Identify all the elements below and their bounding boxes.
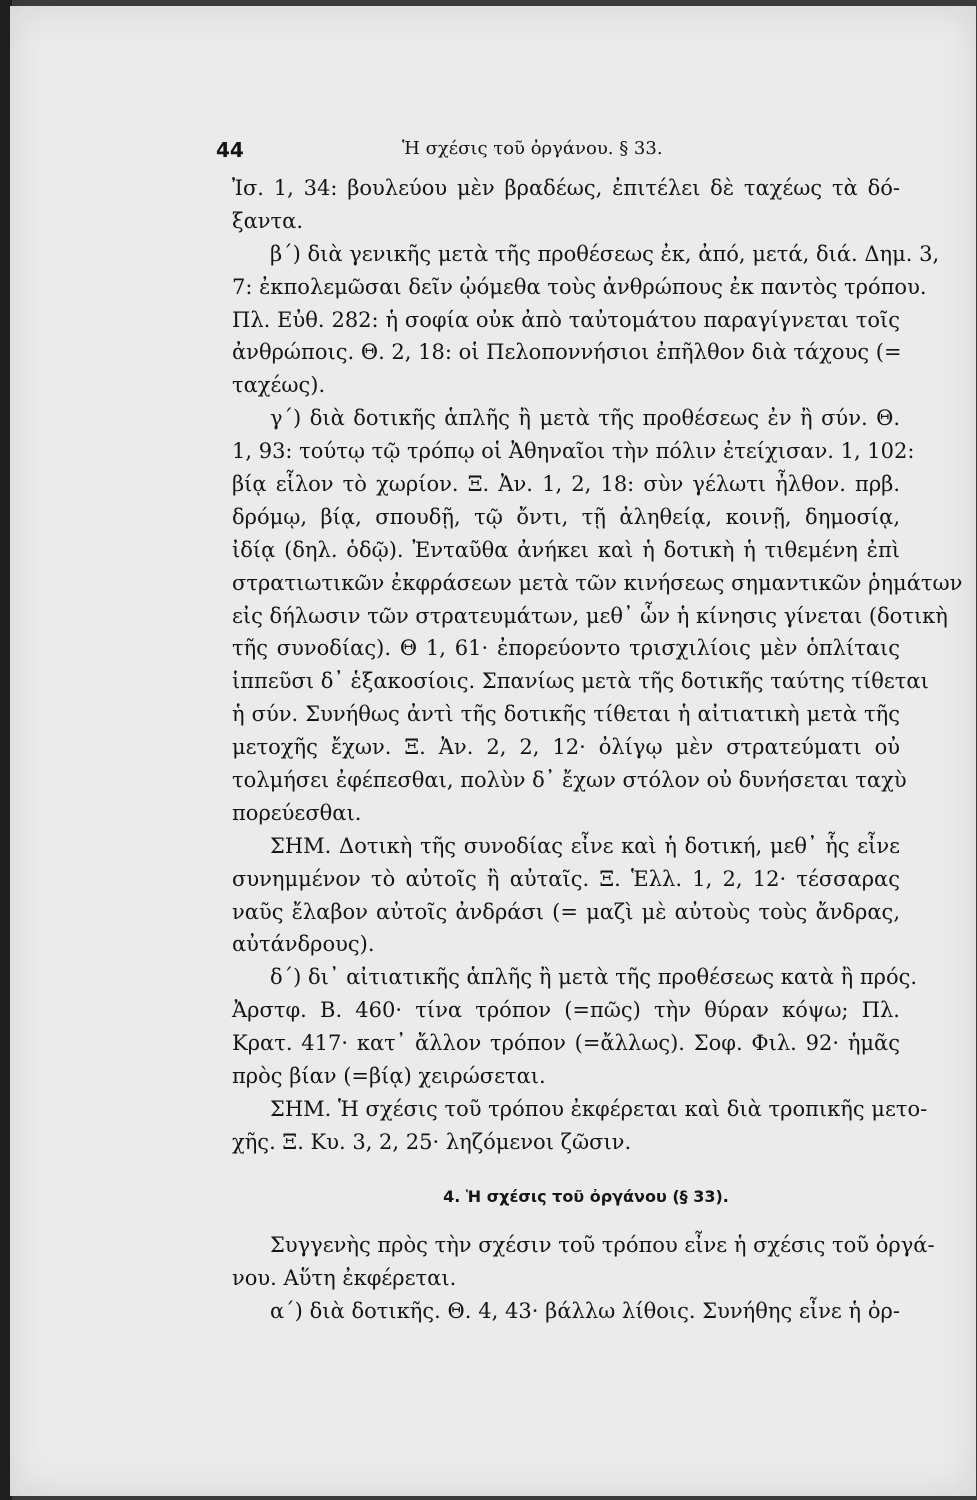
text-line: εἰς δήλωσιν τῶν στρατευμάτων, μεθ᾽ ὧν ἡ κίνησις γίνεται (δοτικὴ — [232, 603, 948, 628]
text-line: χῆς. Ξ. Κυ. 3, 2, 25· ληζόμενοι ζῶσιν. — [232, 1129, 632, 1154]
text-line: πορεύεσθαι. — [232, 800, 362, 825]
text-line: ΣΗΜ. Δοτικὴ τῆς συνοδίας εἶνε καὶ ἡ δοτική, μεθ᾽ ἧς εἶνε — [270, 833, 900, 858]
text-line: Ἀρστφ. Β. 460· τίνα τρόπον (=πῶς) τὴν θύραν κόψω; Πλ. — [232, 998, 900, 1023]
text-line: 7: ἐκπολεμῶσαι δεῖν ᾠόμεθα τοὺς ἀνθρώπους ἐκ παντὸς τρόπου. — [232, 274, 927, 299]
text-line: πρὸς βίαν (=βίᾳ) χειρώσεται. — [232, 1064, 546, 1089]
text-line: ἡ σύν. Συνήθως ἀντὶ τῆς δοτικῆς τίθεται ἡ αἰτιατικὴ μετὰ τῆς — [232, 702, 900, 727]
page-content — [216, 138, 963, 1327]
text-line: 1, 93: τούτῳ τῷ τρόπῳ οἱ Ἀθηναῖοι τὴν πόλιν ἐτείχισαν. 1, 102: — [232, 439, 915, 464]
text-line: γ΄) διὰ δοτικῆς ἁπλῆς ἢ μετὰ τῆς προθέσεως ἐν ἢ σύν. Θ. — [270, 406, 900, 431]
page-header — [216, 138, 900, 172]
text-line: ναῦς ἔλαβον αὐτοῖς ἀνδράσι (= μαζὶ μὲ αὐτοὺς τοὺς ἄνδρας, — [232, 899, 900, 924]
text-line: τολμήσει ἐφέπεσθαι, πολὺν δ᾽ ἔχων στόλον οὐ δυνήσεται ταχὺ — [232, 768, 907, 793]
body-text — [232, 172, 963, 1159]
text-line: ἰδίᾳ (δηλ. ὁδῷ). Ἐνταῦθα ἀνήκει καὶ ἡ δοτικὴ ἡ τιθεμένη ἐπὶ — [232, 537, 900, 562]
page-number: 44 — [216, 138, 244, 162]
text-line: ἱππεῦσι δ᾽ ἑξακοσίοις. Σπανίως μετὰ τῆς δοτικῆς ταύτης τίθεται — [232, 669, 929, 694]
text-line: νου. Αὕτη ἐκφέρεται. — [232, 1265, 457, 1290]
text-line: ταχέως). — [232, 373, 326, 398]
text-line: Πλ. Εὐθ. 282: ἡ σοφία οὐκ ἀπὸ ταὐτομάτου παραγίγνεται τοῖς — [232, 307, 900, 332]
text-line: στρατιωτικῶν ἐκφράσεων μετὰ τῶν κινήσεως σημαντικῶν ῥημάτων — [232, 570, 963, 595]
text-line: δ΄) δι᾽ αἰτιατικῆς ἁπλῆς ἢ μετὰ τῆς προθέσεως κατὰ ἢ πρός. — [270, 965, 918, 990]
running-title: Ἡ σχέσις τοῦ ὀργάνου. § 33. — [402, 138, 663, 159]
text-line: ἀνθρώποις. Θ. 2, 18: οἱ Πελοποννήσιοι ἐπῆλθον διὰ τάχους (= — [232, 340, 902, 365]
text-line: μετοχῆς ἔχων. Ξ. Ἀν. 2, 2, 12· ὀλίγῳ μὲν στρατεύματι οὐ — [232, 735, 900, 760]
text-line: α΄) διὰ δοτικῆς. Θ. 4, 43· βάλλω λίθοις. Συνήθης εἶνε ἡ ὀρ- — [270, 1298, 900, 1323]
text-line: δρόμῳ, βίᾳ, σπουδῇ, τῷ ὄντι, τῇ ἀληθείᾳ, κοινῇ, δημοσίᾳ, — [232, 504, 900, 529]
text-line: τῆς συνοδίας). Θ 1, 61· ἐπορεύοντο τρισχιλίοις μὲν ὁπλίταις — [232, 636, 900, 661]
text-line: συνημμένον τὸ αὐτοῖς ἢ αὐταῖς. Ξ. Ἑλλ. 1, 2, 12· τέσσαρας — [232, 866, 900, 891]
section-text — [232, 1229, 935, 1328]
text-line: βίᾳ εἷλον τὸ χωρίον. Ξ. Ἀν. 1, 2, 18: σὺν γέλωτι ἦλθον. πρβ. — [232, 472, 900, 497]
text-line: β΄) διὰ γενικῆς μετὰ τῆς προθέσεως ἐκ, ἀπό, μετά, διά. Δημ. 3, — [270, 241, 940, 266]
text-line: αὐτάνδρους). — [232, 932, 375, 957]
text-line: ΣΗΜ. Ἡ σχέσις τοῦ τρόπου ἐκφέρεται καὶ διὰ τροπικῆς μετο- — [270, 1096, 928, 1121]
text-line: Ἰσ. 1, 34: βουλεύου μὲν βραδέως, ἐπιτέλει δὲ ταχέως τὰ δό- — [232, 176, 900, 200]
text-line: ξαντα. — [232, 208, 303, 233]
text-line: Κρατ. 417· κατ᾽ ἄλλον τρόπον (=ἄλλως). Σοφ. Φιλ. 92· ἡμᾶς — [232, 1031, 900, 1056]
text-line: Συγγενὴς πρὸς τὴν σχέσιν τοῦ τρόπου εἶνε ἡ σχέσις τοῦ ὀργά- — [270, 1232, 935, 1257]
section-heading: 4. Ἡ σχέσις τοῦ ὀργάνου (§ 33). — [443, 1186, 729, 1206]
